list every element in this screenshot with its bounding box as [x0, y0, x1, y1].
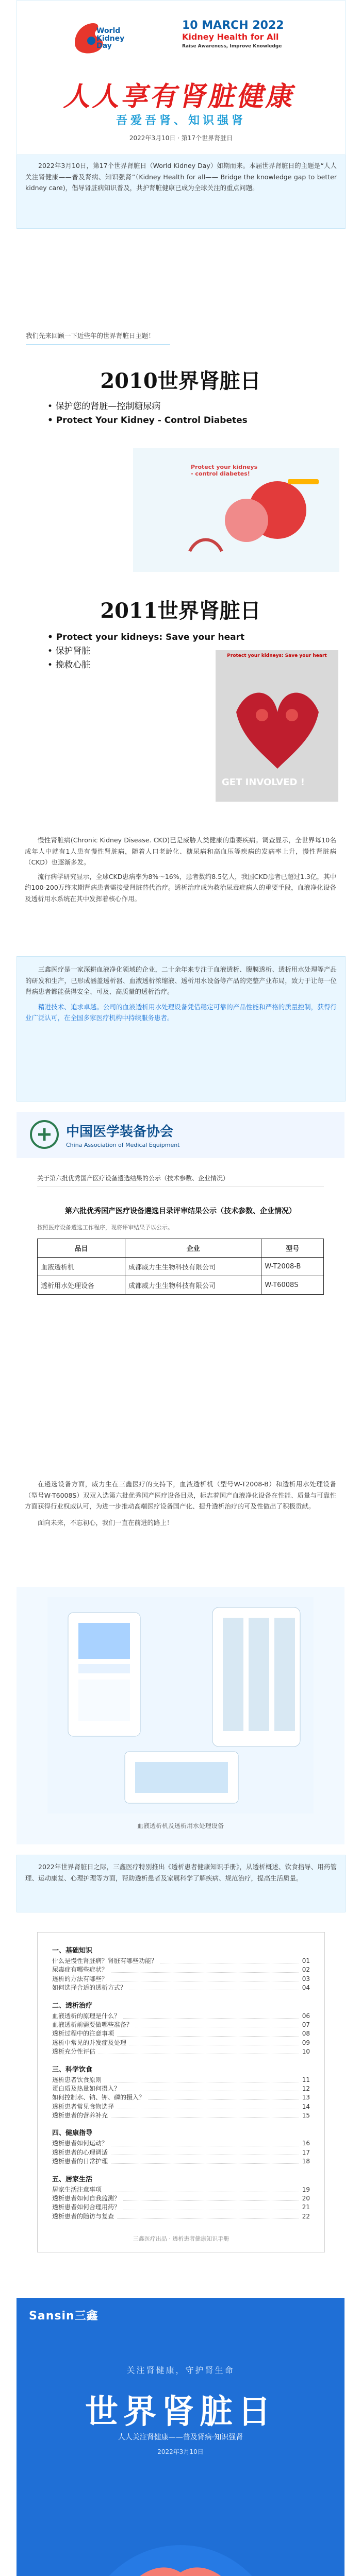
table-header: 品目	[38, 1239, 125, 1258]
result-paragraph-1: 在遴选设备方面，威力生在三鑫医疗的支持下，血液透析机（型号W-T2008-B）和透析用水处理设备（型号W-T6008S）双双入选第六批优秀国产医疗设备目录，标志着国产血液净化设备在性能、质量与可靠性方面获得行业权威认可，为进一步推动高端医疗设备国产化、提升透析治疗的可及性做出了积极贡献。	[25, 1480, 336, 1510]
intro-frame	[17, 155, 346, 229]
company-paragraph-2: 精进技术、追求卓越。公司的血液透析用水处理设备凭借稳定可靠的产品性能和严格的质量控制，获得行业广泛认可，在全国多家医疗机构中持续服务患者。	[25, 1003, 337, 1022]
toc-item[interactable]: 透析患者的随访与复查 22	[52, 2212, 310, 2220]
toc-item[interactable]: 透析患者饮食原则 11	[52, 2076, 310, 2083]
table-cell: W-T6008S	[261, 1276, 324, 1295]
notice-title: 关于第六批优秀国产医疗设备遴选结果的公示（技术参数、企业情况）	[37, 1175, 229, 1182]
wkd2011-section	[17, 592, 344, 824]
poster-tagline: 关注肾健康，守护肾生命	[126, 2365, 235, 2375]
toc-item[interactable]: 透析患者的营养补充 15	[52, 2112, 310, 2120]
toc-section	[52, 1945, 310, 1993]
association-logo-icon	[29, 1119, 60, 1150]
toc-section	[52, 2064, 310, 2121]
hero-kidney-health: Kidney Health for All	[182, 32, 279, 42]
table-note: 按照医疗设备遴选工作程序，现将评审结果予以公示。	[37, 1224, 173, 1231]
dialysis-machines-illustration	[47, 1597, 314, 1814]
ckd-paragraph-1: 慢性肾脏病(Chronic Kidney Disease. CKD)已是威胁人类健康的重要疾病。调查显示，全世界每10名成年人中就有1人患有慢性肾脏病，随着人口老龄化、糖尿病和高血压等疾病的发病率上升，慢性肾脏病（CKD）也逐渐多发。	[25, 836, 336, 866]
wkd2011-poster-top: Protect your kidneys: Save your heart	[227, 653, 327, 658]
wkd2011-poster	[216, 650, 338, 802]
hero-big-title: 人人享有肾脏健康	[61, 81, 300, 112]
notice-divider	[37, 1186, 324, 1187]
result-frame	[17, 1479, 344, 1577]
kidney-illustration	[17, 2458, 344, 2576]
bottom-poster	[17, 2298, 344, 2576]
toc-item[interactable]: 血液透析前需要做哪些准备？ 07	[52, 2021, 310, 2028]
company-frame	[17, 956, 346, 1101]
table-cell: W-T2008-B	[261, 1258, 324, 1276]
wkd2010-bullet: • 保护您的肾脏—控制糖尿病	[47, 401, 161, 412]
table-header: 企业	[125, 1239, 261, 1258]
wkd2010-bullets	[47, 400, 248, 428]
toc-item[interactable]: 居家生活注意事项 19	[52, 2185, 310, 2193]
handbook-intro-paragraph: 2022年世界肾脏日之际，三鑫医疗特别推出《透析患者健康知识手册》，从透析概述、饮食指导、用药管理、运动康复、心理护理等方面，帮助透析患者及家属科学了解疾病、规范治疗，提高生活质量。	[25, 1863, 337, 1882]
machines-image	[47, 1597, 314, 1814]
toc-item[interactable]: 透析患者如何自我监测？ 20	[52, 2195, 310, 2202]
toc-section-title: 四、健康指导	[52, 2129, 93, 2138]
hero-subtitle: 吾爱吾肾、知识强肾	[116, 114, 246, 127]
toc-item[interactable]: 透析患者如何运动？ 16	[52, 2140, 310, 2147]
results-table	[37, 1239, 324, 1295]
table-title: 第六批优秀国产医疗设备遴选目录评审结果公示（技术参数、企业情况）	[65, 1207, 296, 1215]
toc-item[interactable]: 透析患者常见食物选择 14	[52, 2103, 310, 2110]
toc-item[interactable]: 透析患者如何合理用药？ 21	[52, 2204, 310, 2211]
poster-big-title: 世界肾脏日	[85, 2393, 276, 2431]
toc-item[interactable]: 透析过程中的注意事项 08	[52, 2030, 310, 2038]
toc-item[interactable]: 什么是慢性肾脏病？肾脏有哪些功能？ 01	[52, 1957, 310, 1964]
review-heading-box	[17, 325, 344, 350]
poster-subtitle: 人人关注肾健康——普及肾病·知识强肾	[118, 2433, 243, 2442]
company-paragraph-1: 三鑫医疗是一家深耕血液净化领域的企业，二十余年来专注于血液透析、腹膜透析、透析用水处理等产品的研发和生产，已形成涵盖透析器、血液透析浓缩液、透析用水设备等产品的完整产业布局，致力于让每一位肾病患者都能获得安全、可及、高质量的透析治疗。	[25, 965, 337, 995]
wkd2010-section	[17, 355, 344, 582]
wkd2011-bullet: • Protect your kidneys: Save your heart	[47, 632, 245, 642]
intro-paragraph: 2022年3月10日，第17个世界肾脏日（World Kidney Day）如期而来。本届世界肾脏日的主题是“人人关注肾健康——普及肾病、知识强肾”（Kidney Health for all—— Bridge the knowledge gap to better kidney care)，倡导肾脏病知识普及，共护肾脏健康已成为全球关注的重点问题。	[25, 162, 337, 192]
hero-date: 10 MARCH 2022	[182, 19, 284, 32]
toc-item[interactable]: 如何控制水、钠、钾、磷的摄入？ 13	[52, 2094, 310, 2102]
poster-brand: Sansin三鑫	[29, 2310, 99, 2323]
toc-item[interactable]: 透析的方法有哪些？ 03	[52, 1975, 310, 1982]
table-row	[38, 1276, 324, 1295]
toc-item[interactable]: 蛋白质及热量如何摄入？ 12	[52, 2084, 310, 2092]
table-header-row	[38, 1239, 324, 1258]
table-cell: 成都威力生生物科技有限公司	[125, 1276, 261, 1295]
result-paragraph-2: 面向未来，不忘初心，我们一直在前进的路上！	[38, 1518, 173, 1527]
toc-frame	[17, 1922, 344, 2277]
toc-section-title: 一、基础知识	[52, 1947, 93, 1955]
toc-section	[52, 2000, 310, 2057]
toc-item[interactable]: 尿毒症有哪些症状？ 02	[52, 1966, 310, 1974]
association-notice	[17, 1108, 344, 1453]
association-header	[17, 1112, 344, 1158]
toc-section-title: 三、科学饮食	[52, 2065, 93, 2074]
toc-item[interactable]: 如何选择合适的透析方式？ 04	[52, 1984, 310, 1992]
toc-item[interactable]: 透析患者的日常护理 18	[52, 2158, 310, 2165]
table-header: 型号	[261, 1239, 324, 1258]
poster-date: 2022年3月10日	[157, 2448, 204, 2455]
table-cell: 透析用水处理设备	[38, 1276, 125, 1295]
machines-caption: 血液透析机及透析用水处理设备	[137, 1822, 224, 1829]
hero-date-block	[182, 19, 316, 65]
toc-item[interactable]: 透析中常见的并发症及处理 09	[52, 2039, 310, 2046]
wkd2011-bullet: • 挽救心脏	[47, 660, 91, 671]
wkd2011-poster-bottom: GET INVOLVED !	[222, 777, 305, 788]
hero-tagline: Raise Awareness, Improve Knowledge	[182, 44, 282, 49]
wkd2011-title: 2011世界肾脏日	[100, 599, 261, 623]
wkd2010-poster-caption: Protect your kidneys - control diabetes!	[191, 464, 258, 477]
toc-box	[37, 1932, 325, 2252]
ckd-frame	[17, 835, 344, 948]
table-cell: 血液透析机	[38, 1258, 125, 1276]
toc-section	[52, 2174, 310, 2222]
toc-footer: 三鑫医疗出品 · 透析患者健康知识手册	[133, 2235, 229, 2242]
hero-date-caption: 2022年3月10日 · 第17个世界肾脏日	[129, 134, 233, 142]
wkd2011-bullet: • 保护肾脏	[47, 646, 91, 657]
toc-item[interactable]: 透析充分性评估 10	[52, 2048, 310, 2056]
wkd2010-bullet: • Protect Your Kidney - Control Diabetes	[47, 415, 248, 426]
wkd2010-poster	[133, 448, 339, 572]
logo-text: World Kidney Day	[96, 27, 125, 50]
handbook-intro-frame	[17, 1855, 346, 1912]
toc-section-title: 二、透析治疗	[52, 2002, 93, 2010]
toc-sections	[52, 1945, 310, 2228]
wkd2010-title: 2010世界肾脏日	[100, 369, 261, 393]
table-cell: 成都威力生生物科技有限公司	[125, 1258, 261, 1276]
review-heading: 我们先来回顾一下近些年的世界肾脏日主题！	[26, 332, 155, 340]
review-divider	[26, 344, 170, 345]
hero-banner	[17, 0, 346, 157]
wkd2011-bullets	[47, 631, 244, 673]
association-name: 中国医学装备协会	[66, 1124, 174, 1140]
machines-frame	[17, 1587, 344, 1844]
world-kidney-day-logo	[68, 16, 130, 59]
table-row	[38, 1258, 324, 1276]
toc-item[interactable]: 透析患者的心理调适 17	[52, 2148, 310, 2156]
toc-section-title: 五、居家生活	[52, 2175, 93, 2183]
association-name-en: China Association of Medical Equipment	[66, 1142, 180, 1148]
toc-item[interactable]: 血液透析的原理是什么？ 06	[52, 2012, 310, 2020]
toc-section	[52, 2127, 310, 2166]
ckd-paragraph-2: 流行病学研究显示，全球CKD患病率为8%～16%，患者数约8.5亿人，我国CKD患者已超过1.3亿，其中约100-200万终末期肾病患者需接受肾脏替代治疗。透析治疗成为救治尿毒症病人的重要手段，血液净化设备及透析用水系统在其中发挥着核心作用。	[25, 872, 336, 903]
